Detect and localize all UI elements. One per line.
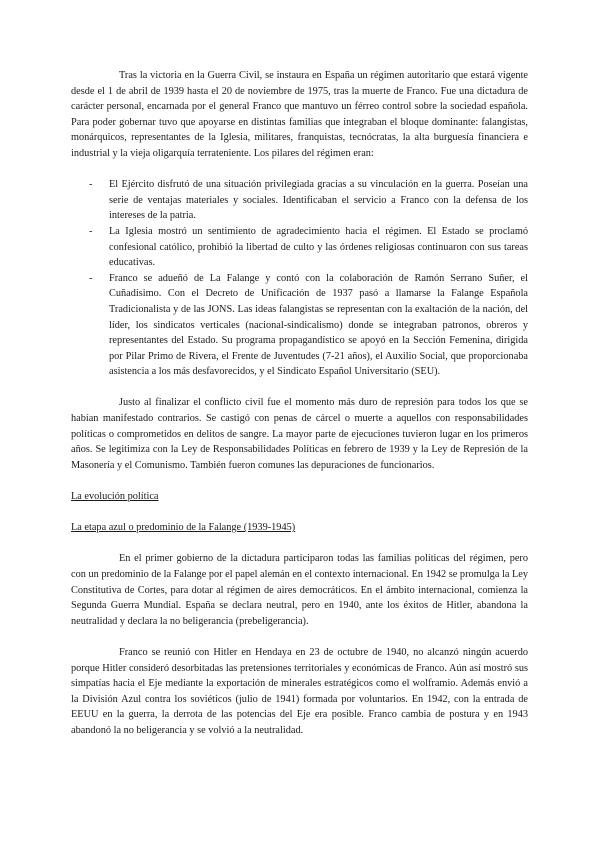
subsection-heading-stage: La etapa azul o predominio de la Falange (1939-1945) [71,522,296,534]
repression-paragraph: Justo al finalizar el conflicto civil fue el momento más duro de represión para todos los que se habían manifestado contrarios. Se castigó con penas de cárcel o muerte a aquellos con responsabilidades políticas o comprometidos en delitos de sangre. La mayor parte de ejecuciones tuvieron lugar en los primeros años. Se legitimiza con la Ley de Responsabilidades Políticas en febrero de 1939 y la Ley de Represión de la Masonería y el Comunismo. También fueron comunes las depuraciones de funcionarios. [71,397,528,471]
spacer [71,629,528,645]
spacer [71,162,528,178]
spacer [71,536,528,552]
intro-paragraph: Tras la victoria en la Guerra Civil, se instaura en España un régimen autoritario que estará vigente desde el 1 de abril de 1939 hasta el 20 de noviembre de 1975, tras la muerte de Franco. Fue una dictadura de carácter personal, encarnada por el general Franco que mantuvo un férreo control sobre la sociedad española. Para poder gobernar tuvo que apoyarse en distintas familias que integraban el bloque dominante: falangistas, monárquicos, representantes de la Iglesia, militares, franquistas, tecnócratas, la alta burguesía financiera e industrial y la vieja oligarquía terrateniente. Los pilares del régimen eran: [71,70,528,159]
bullet-dash: - [89,179,93,191]
pillar-church: La Iglesia mostró un sentimiento de agradecimiento hacia el régimen. El Estado se proclamó confesional católico, prohibió la libertad de culto y las órdenes religiosas continuaron con sus tareas educativas. [109,225,528,269]
spacer [71,380,528,396]
section-heading-evolution: La evolución política [71,491,159,503]
pillar-falange: Franco se adueñó de La Falange y contó con la colaboración de Ramón Serrano Suñer, el Cuñadísimo. Con el Decreto de Unificación de 1937 pasó a llamarse la Falange Española Tradicionalista y de las JONS. Las ideas falangistas se representan con la exaltación de la nación, del líder, los sindicatos verticales (nacional-sindicalismo) donde se integraban patronos, obreros y representantes del Estado. Su programa propagandístico se apoyó en la Sección Femenina, dirigida por Pilar Primo de Rivera, el Frente de Juventudes (7-21 años), el Auxilio Social, que proporcionaba asistencia a los más desfavorecidos, y el Sindicato Español Universitario (SEU). [109,272,528,378]
document-page [71,68,528,739]
spacer [71,473,528,489]
pillars-list [71,177,528,380]
stage-paragraph-1: En el primer gobierno de la dictadura participaron todas las familias políticas del régimen, pero con un predominio de la Falange por el papel alemán en el contexto internacional. En 1942 se promulga la Ley Constitutiva de Cortes, para dotar al régimen de aires democráticos. En el ámbito internacional, comienza la Segunda Guerra Mundial. España se declara neutral, pero en 1940, ante los éxitos de Hitler, abandona la neutralidad y declara la no beligerancia (prebeligerancia). [71,553,528,627]
pillar-army: El Ejército disfrutó de una situación privilegiada gracias a su vinculación en la guerra. Poseían una serie de ventajas materiales y sociales. Identificaban el servicio a Franco con la defensa de los intereses de la patria. [109,179,528,222]
bullet-dash: - [89,272,93,284]
bullet-dash: - [89,225,93,237]
spacer [71,505,528,521]
list-item [71,177,528,224]
list-item [71,224,528,271]
list-item [71,271,528,380]
stage-paragraph-2: Franco se reunió con Hitler en Hendaya en 23 de octubre de 1940, no alcanzó ningún acuerdo porque Hitler consideró desorbitadas las pretensiones territoriales y económicas de Franco. Aún así mostró sus simpatías hacia el Eje mediante la exportación de minerales estratégicos como el wolframio. Además envió a la División Azul contra los soviéticos (julio de 1941) formada por voluntarios. En 1942, con la entrada de EEUU en la guerra, la derrota de las potencias del Eje era posible. Franco cambia de postura y en 1943 abandonó la no beligerancia y se volvió a la neutralidad. [71,646,528,736]
